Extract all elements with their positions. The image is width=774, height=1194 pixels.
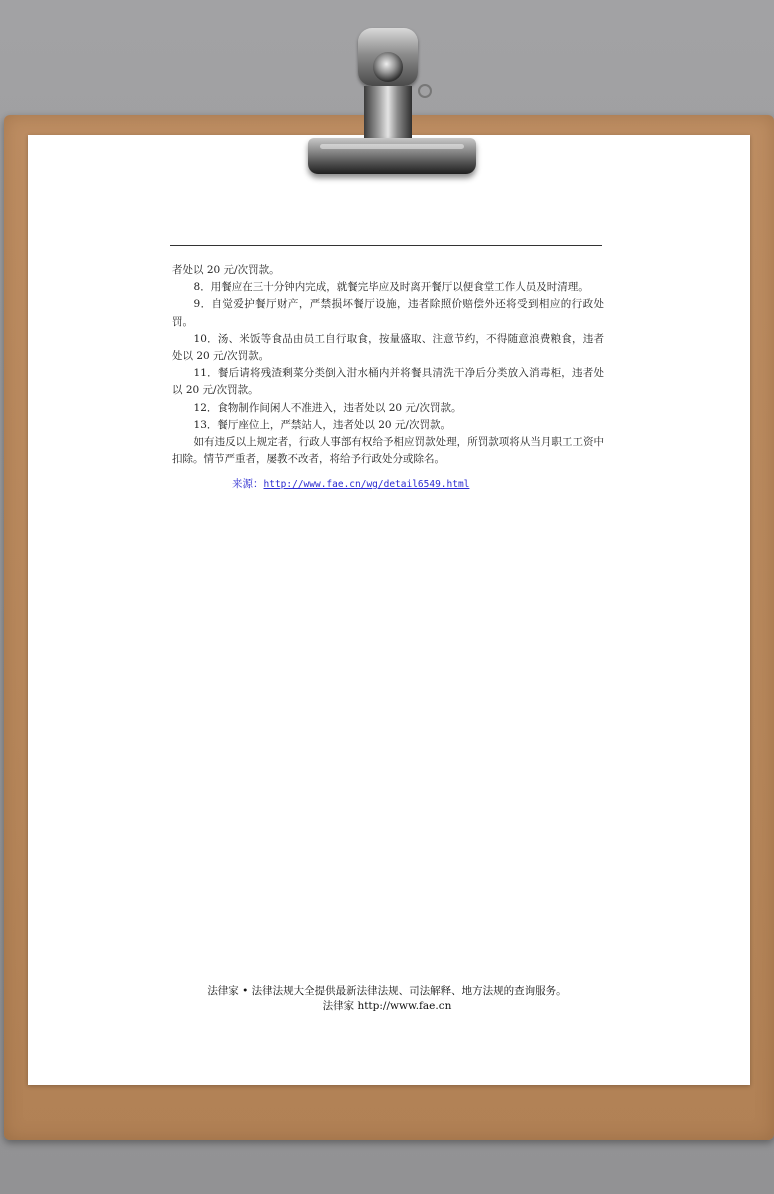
paragraph: 者处以 20 元/次罚款。 bbox=[172, 264, 280, 276]
binder-clip-icon bbox=[296, 28, 480, 178]
paragraph: 12．食物制作间闲人不准进入，违者处以 20 元/次罚款。 bbox=[193, 401, 462, 414]
paragraph: 13．餐厅座位上，严禁站人，违者处以 20 元/次罚款。 bbox=[193, 418, 451, 431]
footer-line-1: 法律家 • 法律法规大全提供最新法律法规、司法解释、地方法规的查询服务。 bbox=[207, 985, 567, 997]
paragraph: 11．餐后请将残渣剩菜分类倒入泔水桶内并将餐具清洗干净后分类放入消毒柜，违者处以 20 元/次罚款。 bbox=[172, 367, 604, 397]
paragraph: 9．自觉爱护餐厅财产，严禁损坏餐厅设施，违者除照价赔偿外还将受到相应的行政处罚。 bbox=[172, 298, 604, 328]
footer-line-2: 法律家 http://www.fae.cn bbox=[322, 1000, 452, 1012]
paragraph: 如有违反以上规定者，行政人事部有权给予相应罚款处理，所罚款项将从当月职工工资中扣除。情节严重者，屡教不改者，将给予行政处分或除名。 bbox=[172, 436, 604, 466]
header-rule bbox=[170, 245, 602, 246]
source-link[interactable]: http://www.fae.cn/wg/detail6549.html bbox=[263, 479, 470, 490]
document-body bbox=[172, 262, 604, 468]
paragraph: 10．汤、米饭等食品由员工自行取食，按量盛取、注意节约，不得随意浪费粮食，违者处以 20 元/次罚款。 bbox=[172, 332, 604, 363]
source-line bbox=[232, 476, 469, 491]
source-label: 来源： bbox=[232, 478, 264, 490]
paragraph: 8．用餐应在三十分钟内完成，就餐完毕应及时离开餐厅以便食堂工作人员及时清理。 bbox=[193, 281, 589, 294]
